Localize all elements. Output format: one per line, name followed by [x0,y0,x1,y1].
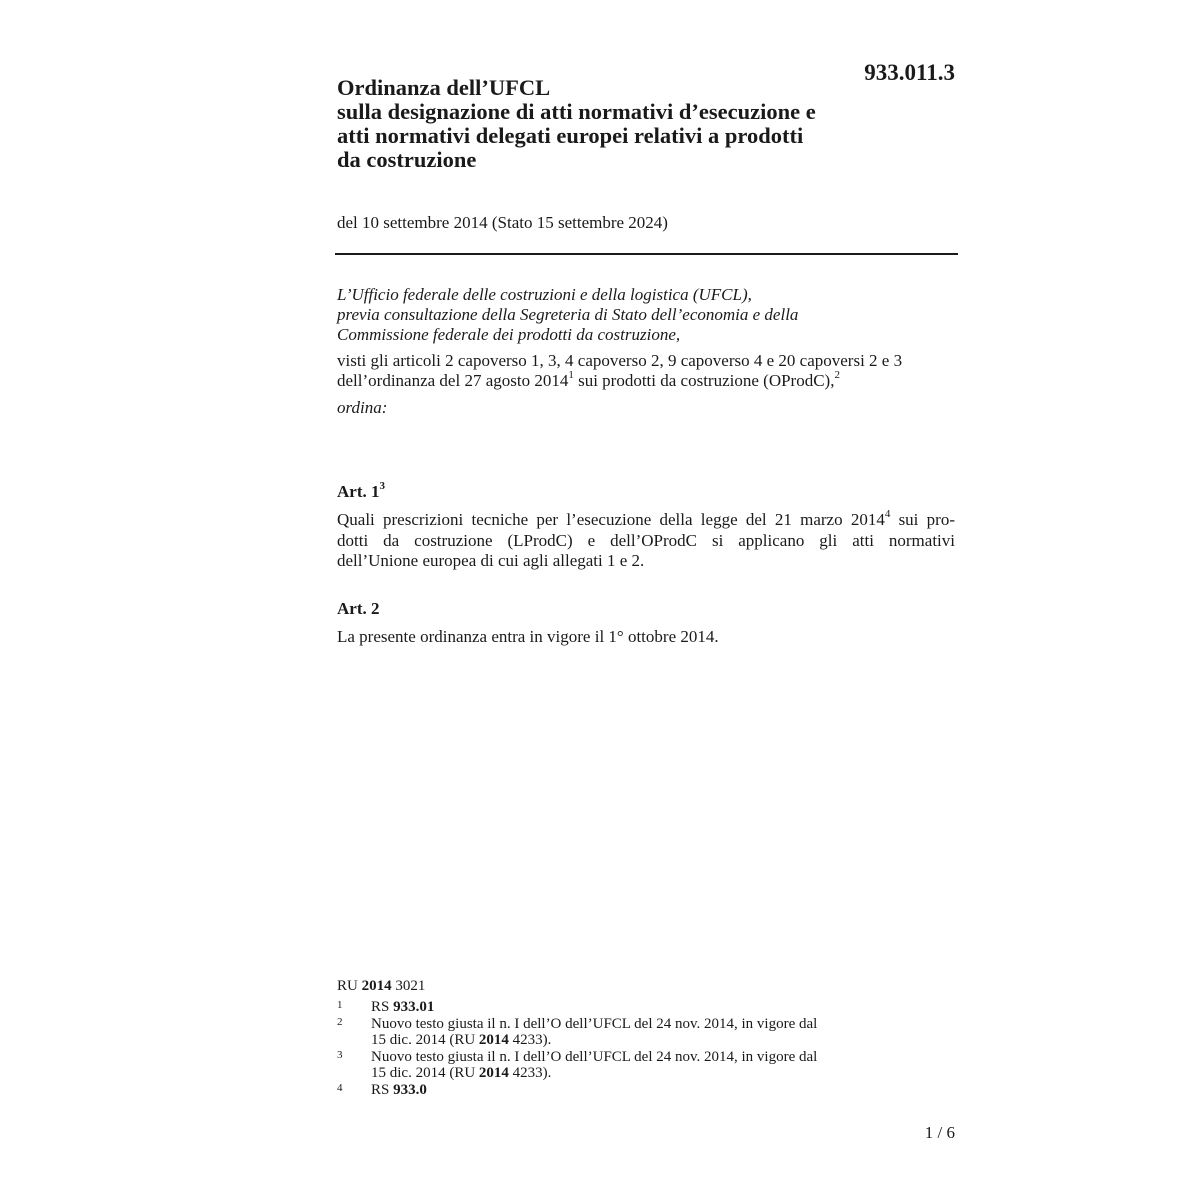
sr-number: 933.011.3 [864,60,955,85]
footnote-ref[interactable]: 1 [568,369,574,381]
ru-page: 3021 [391,978,426,994]
footnote-prefix: RS [371,999,394,1015]
footnote-number: 2 [337,1015,343,1028]
article-text: sui pro- [890,510,955,529]
footnote-text-part: 15 dic. 2014 (RU [371,1065,479,1081]
article-line: dotti da costruzione (LProdC) e dell’OProdC si applicano gli atti normativi [337,530,955,550]
article-1-heading [337,482,385,502]
title-line: atti normativi delegati europei relativi a prodotti [337,123,804,148]
preamble-line: previa consultazione della Segreteria di Stato dell’economia e della [337,305,799,324]
page-number: 1 / 6 [924,1123,955,1142]
basis-text: sui prodotti da costruzione (OProdC), [573,371,835,390]
footnote-bold: 2014 [478,1065,509,1081]
footnote-bold: 933.0 [393,1081,427,1098]
document-title [337,76,897,172]
footnote-text [371,1049,897,1082]
footnote-line: Nuovo testo giusta il n. I dell’O dell’UFCL del 24 nov. 2014, in vigore dal [371,1015,818,1032]
footnote-ref[interactable]: 3 [379,480,385,492]
footnote-4 [337,1082,897,1099]
preamble-line: Commissione federale dei prodotti da costruzione, [337,325,681,344]
title-line: sulla designazione di atti normativi d’esecuzione e [337,99,816,124]
basis-text: dell’ordinanza del 27 agosto 2014 [337,371,569,390]
ru-prefix: RU [337,978,362,994]
footnote-number: 1 [337,999,343,1011]
footnote-text [371,1082,897,1099]
basis-line [337,371,957,391]
footnote-prefix: RS [371,1081,394,1098]
date-status-line: del 10 settembre 2014 (Stato 15 settembre 2024) [337,213,668,232]
footnotes [337,999,897,1098]
header-divider [335,253,958,255]
footnote-line [371,1065,897,1082]
footnote-text-part: 4233). [508,1032,552,1048]
article-line [337,510,955,531]
footnote-line: Nuovo testo giusta il n. I dell’O dell’UFCL del 24 nov. 2014, in vigore dal [371,1048,818,1065]
footnote-2 [337,1016,897,1049]
footnote-3 [337,1049,897,1082]
article-heading-text: Art. 1 [337,482,380,501]
preamble-legal-basis [337,351,957,391]
title-line: Ordinanza dell’UFCL [337,75,551,100]
article-1-text [337,510,955,572]
title-line: da costruzione [337,147,477,172]
basis-line: visti gli articoli 2 capoverso 1, 3, 4 capoverso 2, 9 capoverso 4 e 20 capoversi 2 e 3 [337,351,903,370]
footnote-bold: 2014 [478,1032,509,1048]
footnote-line [371,1032,897,1049]
footnote-ref[interactable]: 2 [834,369,840,381]
article-text: Quali prescrizioni tecniche per l’esecuzione della legge del 21 marzo 2014 [337,510,885,529]
preamble-authority [337,285,957,345]
article-2-heading: Art. 2 [337,599,380,618]
ordina-label: ordina: [337,398,388,417]
footnote-number: 3 [337,1048,343,1061]
footnote-text [371,999,897,1016]
footnote-number: 4 [337,1081,343,1094]
footnote-1 [337,999,897,1016]
footnote-bold: 933.01 [393,999,435,1015]
preamble-line: L’Ufficio federale delle costruzioni e della logistica (UFCL), [337,285,752,304]
footnote-text-part: 15 dic. 2014 (RU [371,1032,479,1048]
footnote-text [371,1016,897,1049]
article-line: dell’Unione europea di cui agli allegati 1 e 2. [337,551,645,570]
ru-reference [337,978,425,995]
footnote-text-part: 4233). [508,1065,552,1081]
footnote-ref[interactable]: 4 [884,508,891,520]
article-2-text: La presente ordinanza entra in vigore il 1° ottobre 2014. [337,627,719,646]
ru-year: 2014 [361,978,392,994]
